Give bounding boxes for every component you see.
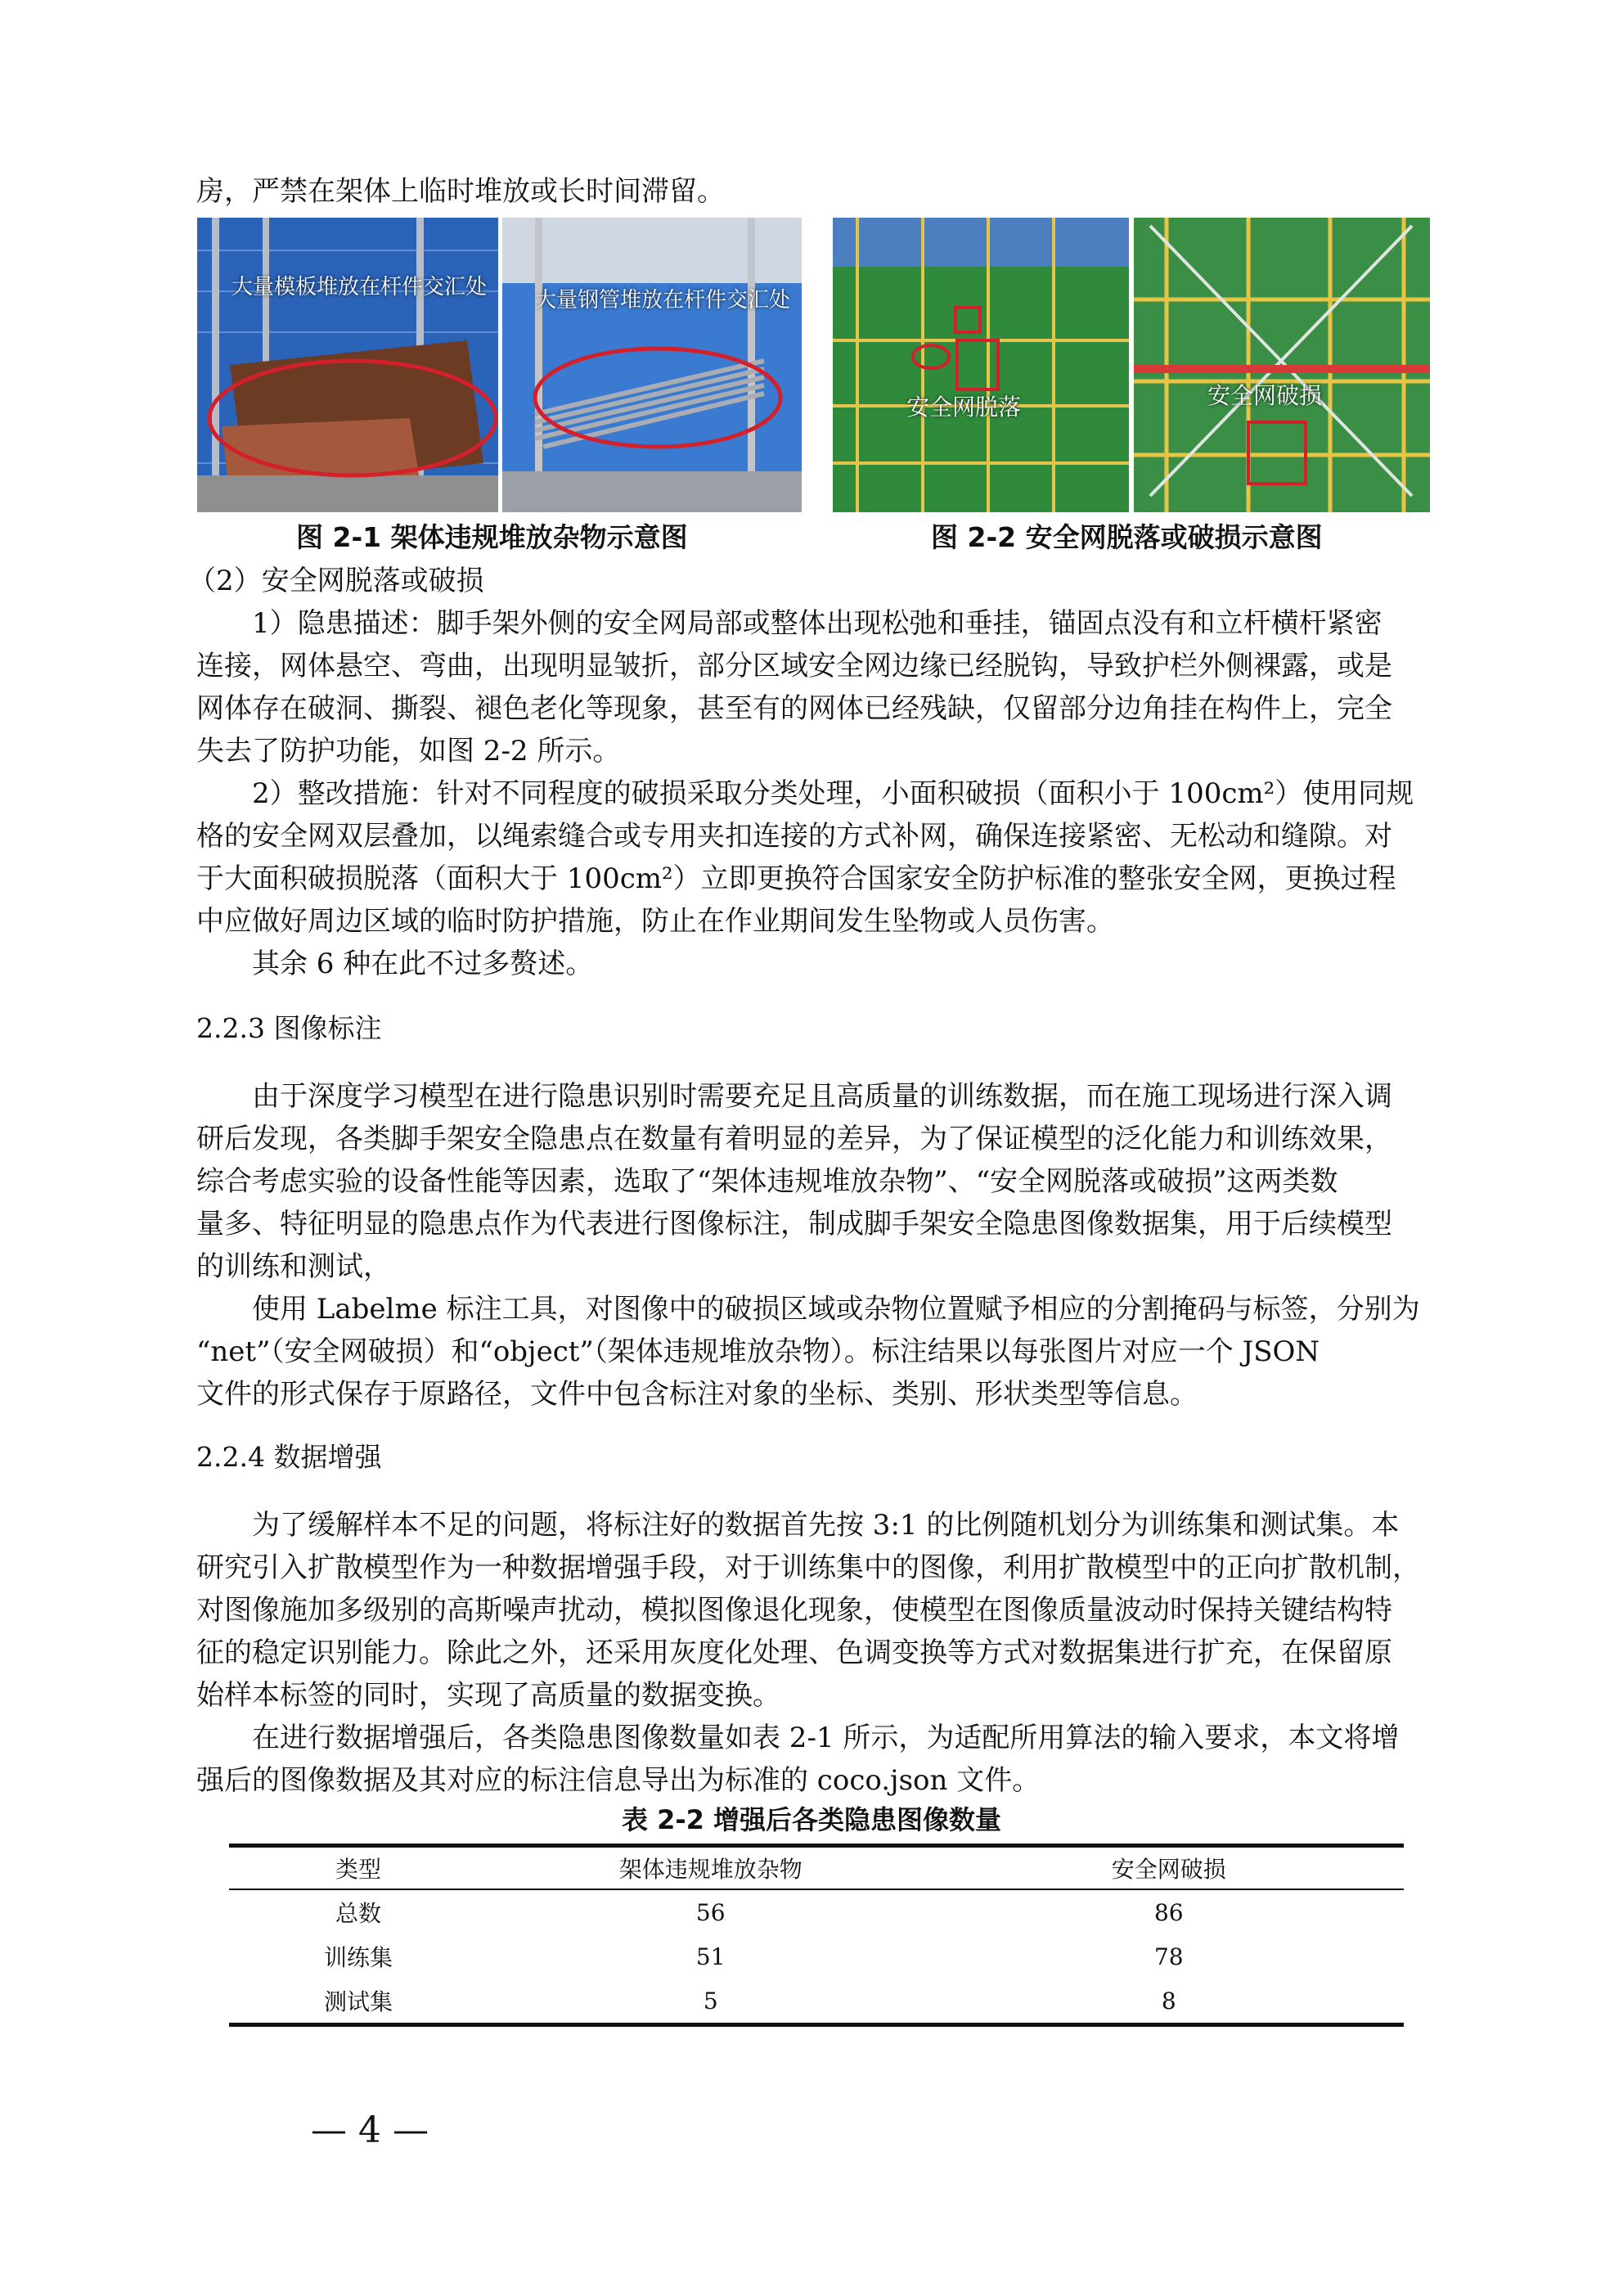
table-row — [229, 1979, 1404, 2025]
paragraph-line: 房，严禁在架体上临时堆放或长时间滞留。 — [196, 175, 725, 208]
section-heading: 2.2.4 数据增强 — [196, 1441, 382, 1473]
photo-label: 安全网破损 — [1207, 382, 1323, 409]
table-row — [229, 1889, 1404, 1934]
figure-caption: 图 2-1 架体违规堆放杂物示意图 — [296, 521, 688, 553]
paragraph-line: 使用 Labelme 标注工具，对图像中的破损区域或杂物位置赋予相应的分割掩码与标签，分别为 — [252, 1293, 1420, 1326]
photo-net-detached — [833, 218, 1129, 512]
paragraph-line: “net”（安全网破损）和“object”（架体违规堆放杂物）。标注结果以每张图片对应一个 JSON — [196, 1335, 1320, 1368]
photo-label: 大量钢管堆放在杆件交汇处 — [535, 288, 791, 313]
table-title: 表 2-2 增强后各类隐患图像数量 — [621, 1804, 1002, 1835]
paragraph-line: 中应做好周边区域的临时防护措施，防止在作业期间发生坠物或人员伤害。 — [196, 905, 1114, 938]
paragraph-line: 其余 6 种在此不过多赘述。 — [252, 948, 594, 980]
photo-net-damaged — [1134, 218, 1430, 512]
paragraph-line: 的训练和测试， — [196, 1250, 391, 1283]
photo-steel-pipes-stacked — [502, 218, 802, 512]
paragraph-line: 综合考虑实验的设备性能等因素，选取了“架体违规堆放杂物”、“安全网脱落或破损”这两类数 — [196, 1165, 1338, 1198]
paragraph-line: 连接，网体悬空、弯曲，出现明显皱折，部分区域安全网边缘已经脱钩，导致护栏外侧裸露，或是 — [196, 650, 1392, 682]
paragraph-line: 网体存在破洞、撕裂、褪色老化等现象，甚至有的网体已经残缺，仅留部分边角挂在构件上，完全 — [196, 692, 1392, 725]
table-cell: 51 — [695, 1943, 726, 1970]
paragraph-line: 2）整改措施：针对不同程度的破损采取分类处理，小面积破损（面积小于 100cm²）使用同规 — [252, 777, 1414, 810]
figure-caption: 图 2-2 安全网脱落或破损示意图 — [931, 521, 1323, 553]
paragraph-line: 文件的形式保存于原路径，文件中包含标注对象的坐标、类别、形状类型等信息。 — [196, 1378, 1198, 1411]
paragraph-line: 格的安全网双层叠加，以绳索缝合或专用夹扣连接的方式补网，确保连接紧密、无松动和缝隙。对 — [196, 820, 1392, 853]
paragraph-line: 1）隐患描述：脚手架外侧的安全网局部或整体出现松弛和垂挂，锚固点没有和立杆横杆紧密 — [252, 607, 1382, 640]
paragraph-line: 由于深度学习模型在进行隐患识别时需要充足且高质量的训练数据，而在施工现场进行深入调 — [252, 1080, 1392, 1113]
section-subtitle: （2）安全网脱落或破损 — [188, 565, 484, 597]
paragraph-line: 失去了防护功能，如图 2-2 所示。 — [196, 735, 621, 768]
paragraph-line: 研究引入扩散模型作为一种数据增强手段，对于训练集中的图像，利用扩散模型中的正向扩散机制， — [196, 1551, 1420, 1584]
table-cell: 86 — [1153, 1898, 1184, 1926]
paragraph-line: 量多、特征明显的隐患点作为代表进行图像标注，制成脚手架安全隐患图像数据集，用于后续模型 — [196, 1208, 1392, 1240]
table-header-row — [229, 1846, 1404, 1890]
paragraph-line: 于大面积破损脱落（面积大于 100cm²）立即更换符合国家安全防护标准的整张安全网，更换过程 — [196, 862, 1396, 895]
table-row — [229, 1934, 1404, 1979]
section-heading: 2.2.3 图像标注 — [196, 1012, 382, 1044]
photo-label: 大量模板堆放在杆件交汇处 — [232, 275, 488, 299]
column-header: 类型 — [229, 1846, 488, 1890]
paragraph-line: 始样本标签的同时，实现了高质量的数据变换。 — [196, 1679, 780, 1712]
paragraph-line: 研后发现，各类脚手架安全隐患点在数量有着明显的差异，为了保证模型的泛化能力和训练效果， — [196, 1123, 1392, 1155]
data-table — [229, 1844, 1404, 2027]
table-cell: 训练集 — [323, 1944, 393, 1971]
page-number: — 4 — — [311, 2109, 429, 2151]
table-cell: 测试集 — [229, 1979, 488, 2025]
photo-label: 安全网脱落 — [906, 394, 1022, 421]
paragraph-line: 强后的图像数据及其对应的标注信息导出为标准的 coco.json 文件。 — [196, 1764, 1041, 1797]
paragraph-line: 在进行数据增强后，各类隐患图像数量如表 2-1 所示，为适配所用算法的输入要求，本文将增 — [252, 1722, 1400, 1754]
column-header: 安全网破损 — [934, 1846, 1404, 1890]
paragraph-line: 征的稳定识别能力。除此之外，还采用灰度化处理、色调变换等方式对数据集进行扩充，在保留原 — [196, 1636, 1392, 1669]
table-cell: 5 — [488, 1979, 934, 2025]
table-cell: 56 — [695, 1898, 726, 1926]
photo-formwork-stacked — [197, 218, 498, 512]
table-cell: 78 — [1153, 1943, 1184, 1970]
column-header: 架体违规堆放杂物 — [488, 1846, 934, 1890]
paragraph-line: 为了缓解样本不足的问题，将标注好的数据首先按 3:1 的比例随机划分为训练集和测试集。本 — [252, 1509, 1400, 1542]
paragraph-line: 对图像施加多级别的高斯噪声扰动，模拟图像退化现象，使模型在图像质量波动时保持关键结构特 — [196, 1594, 1392, 1627]
table-cell: 8 — [934, 1979, 1404, 2025]
table-cell: 总数 — [335, 1900, 381, 1927]
